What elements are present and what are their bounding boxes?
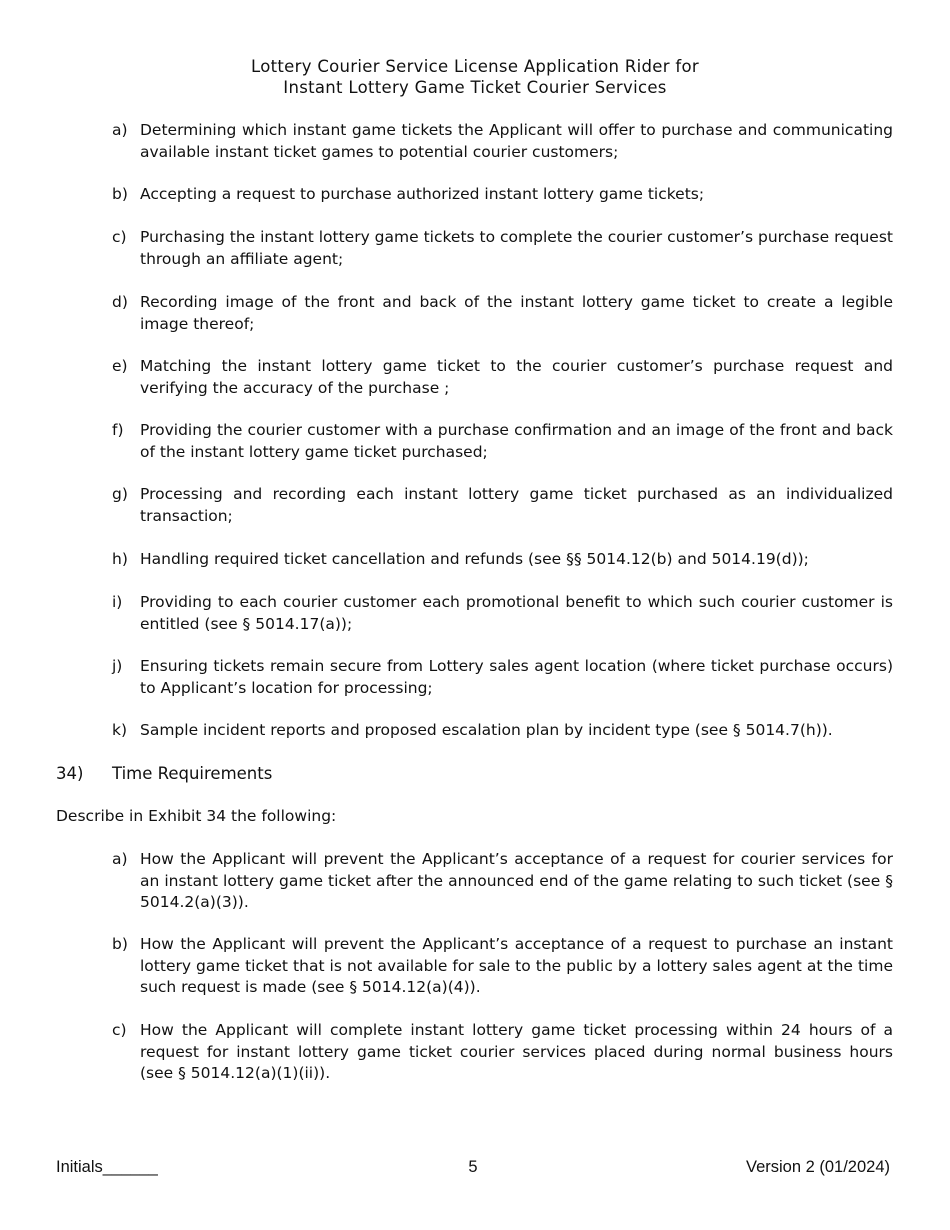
list-marker: g) xyxy=(112,485,128,503)
page-footer xyxy=(56,1158,890,1182)
list-text: Ensuring tickets remain secure from Lottery sales agent location (where ticket purchase occurs) to Applicant’s location for processing; xyxy=(140,657,893,697)
version-label: Version 2 (01/2024) xyxy=(745,1158,890,1176)
header-line-2: Instant Lottery Game Ticket Courier Services xyxy=(283,78,667,97)
list-item xyxy=(112,934,893,999)
list-text: Sample incident reports and proposed escalation plan by incident type (see § 5014.7(h)). xyxy=(140,721,833,739)
list-marker: k) xyxy=(112,721,128,739)
list-marker: c) xyxy=(112,228,127,246)
document-header xyxy=(0,56,950,98)
list-marker: h) xyxy=(112,550,128,568)
list-item xyxy=(112,720,893,742)
header-line-1: Lottery Courier Service License Application Rider for xyxy=(251,57,699,76)
list-marker: a) xyxy=(112,850,128,868)
list-text: How the Applicant will prevent the Applicant’s acceptance of a request to purchase an instant lottery game ticket that is not available for sale to the public by a lottery sales agent at the time such request is made (see § 5014.12(a)(4)). xyxy=(140,935,893,996)
list-item xyxy=(112,592,893,635)
list-item xyxy=(112,849,893,914)
section-number: 34) xyxy=(56,764,84,783)
list-item xyxy=(112,292,893,335)
list-item xyxy=(112,227,893,270)
list-marker: i) xyxy=(112,593,123,611)
list-item xyxy=(112,1020,893,1085)
list-marker: e) xyxy=(112,357,128,375)
list-text: Providing to each courier customer each promotional benefit to which such courier customer is entitled (see § 5014.17(a)); xyxy=(140,593,893,633)
list-marker: b) xyxy=(112,185,128,203)
list-text: Recording image of the front and back of the instant lottery game ticket to create a legible image thereof; xyxy=(140,293,893,333)
section-intro: Describe in Exhibit 34 the following: xyxy=(56,807,337,825)
list-text: How the Applicant will prevent the Applicant’s acceptance of a request for courier services for an instant lottery game ticket after the announced end of the game relating to such ticket (see § 5014.2(a)(3)). xyxy=(140,850,893,911)
list-text: Providing the courier customer with a purchase confirmation and an image of the front and back of the instant lottery game ticket purchased; xyxy=(140,421,893,461)
page-number: 5 xyxy=(468,1158,478,1176)
initials-field: Initials______ xyxy=(56,1158,158,1176)
list-marker: d) xyxy=(112,293,128,311)
list-text: How the Applicant will complete instant lottery game ticket processing within 24 hours of a request for instant lottery game ticket courier services placed during normal business hours (see § 5014.12(a)(1)(ii)). xyxy=(140,1021,893,1082)
list-text: Determining which instant game tickets the Applicant will offer to purchase and communicating available instant ticket games to potential courier customers; xyxy=(140,121,893,161)
list-item xyxy=(112,356,893,399)
list-text: Accepting a request to purchase authorized instant lottery game tickets; xyxy=(140,185,705,203)
list-marker: j) xyxy=(112,657,123,675)
section-title: Time Requirements xyxy=(112,764,273,783)
list-marker: c) xyxy=(112,1021,127,1039)
list-text: Handling required ticket cancellation and refunds (see §§ 5014.12(b) and 5014.19(d)); xyxy=(140,550,809,568)
list-text: Processing and recording each instant lottery game ticket purchased as an individualized transaction; xyxy=(140,485,893,525)
list-item xyxy=(112,120,893,163)
list-marker: f) xyxy=(112,421,124,439)
list-item xyxy=(112,484,893,527)
list-item xyxy=(112,420,893,463)
list-marker: a) xyxy=(112,121,128,139)
list-item xyxy=(112,549,893,571)
list-text: Purchasing the instant lottery game tickets to complete the courier customer’s purchase request through an affiliate agent; xyxy=(140,228,893,268)
list-marker: b) xyxy=(112,935,128,953)
list-text: Matching the instant lottery game ticket to the courier customer’s purchase request and verifying the accuracy of the purchase ; xyxy=(140,357,893,397)
list-item xyxy=(112,184,893,206)
list-item xyxy=(112,656,893,699)
